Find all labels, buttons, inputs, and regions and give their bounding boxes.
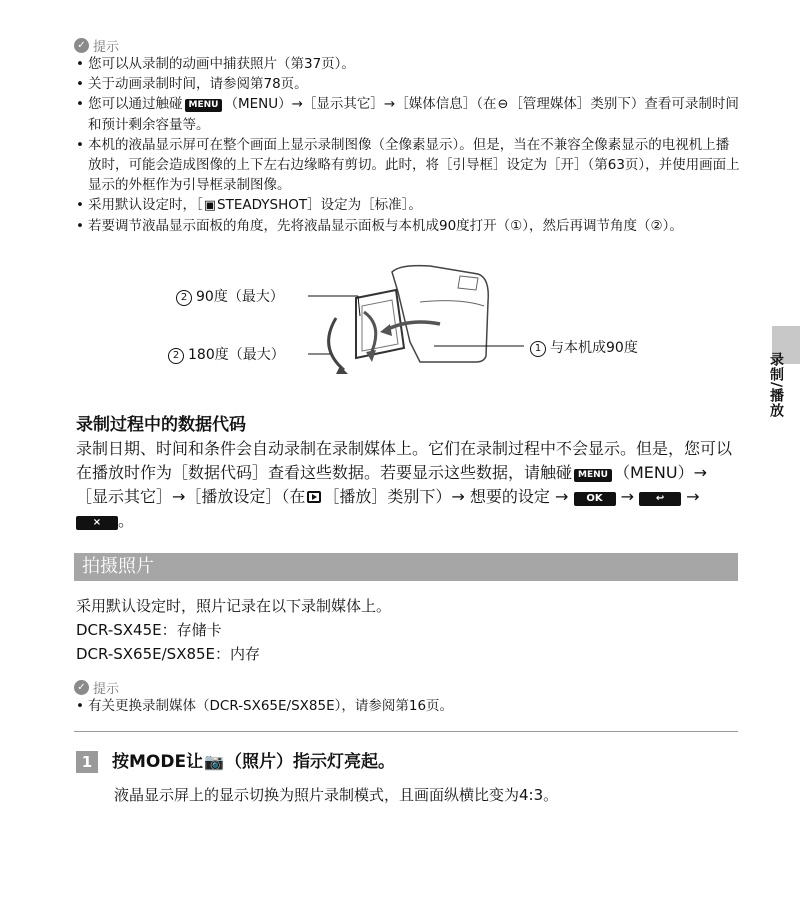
step-title-text: 按MODE让 bbox=[112, 752, 204, 772]
bullet-text: 您可以通过触碰 bbox=[88, 96, 183, 112]
circled-number: 1 bbox=[530, 341, 546, 357]
label-text: 与本机成90度 bbox=[550, 340, 638, 356]
side-section-label: 录制/播放 bbox=[768, 352, 784, 419]
camcorder-diagram bbox=[300, 262, 540, 386]
label-90-degree bbox=[176, 286, 284, 306]
label-180-degree bbox=[168, 344, 285, 364]
bullet-text: 采用默认设定时，［ bbox=[88, 197, 203, 213]
body-text: 。 bbox=[118, 511, 135, 530]
hint-title: 提示 bbox=[93, 40, 120, 55]
photo-section-header: 拍摄照片 bbox=[74, 553, 738, 581]
step-number: 1 bbox=[76, 751, 98, 773]
photo-line: 采用默认设定时，照片记录在以下录制媒体上。 bbox=[76, 597, 392, 615]
hint-bullets bbox=[74, 54, 742, 236]
hint-heading bbox=[74, 678, 119, 697]
ok-button-icon: OK bbox=[574, 492, 616, 506]
circled-number: 2 bbox=[168, 348, 184, 364]
label-open-90 bbox=[530, 337, 638, 357]
hint-bullets bbox=[74, 696, 742, 716]
circled-number: 2 bbox=[176, 290, 192, 306]
datacode-paragraph: 录制日期、时间和条件会自动录制在录制媒体上。它们在录制过程中不会显示。但是，您可以在播放时作为［数据代码］查看这些数据。若要显示这些数据，请触碰 MENU （MENU）→［显示其它］→［播放设定］（在 ［播放］类别下）→ 想要的设定 → OK → ↩ → × 。 bbox=[76, 439, 733, 530]
bullet-item: • 您可以从录制的动画中捕获照片（第37页）。 bbox=[74, 54, 742, 74]
play-icon bbox=[307, 491, 321, 503]
photo-line: DCR-SX65E/SX85E：内存 bbox=[76, 645, 261, 663]
body-text: ［播放］类别下）→ 想要的设定 → bbox=[323, 487, 569, 506]
media-manage-icon: ⊖ bbox=[497, 97, 509, 112]
step-title-text: （照片）指示灯亮起。 bbox=[225, 752, 396, 772]
hint-heading bbox=[74, 36, 119, 55]
bullet-item: • 有关更换录制媒体（DCR-SX65E/SX85E），请参阅第16页。 bbox=[74, 696, 742, 716]
photo-line: DCR-SX45E：存储卡 bbox=[76, 621, 222, 639]
bullet-item bbox=[74, 195, 742, 216]
datacode-heading: 录制过程中的数据代码 bbox=[76, 415, 246, 435]
hint-icon: ✓ bbox=[74, 38, 89, 53]
hint-icon: ✓ bbox=[74, 680, 89, 695]
bullet-item: • 本机的液晶显示屏可在整个画面上显示录制图像（全像素显示）。但是，当在不兼容全像素显示的电视机上播放时，可能会造成图像的上下左右边缘略有剪切。此时，将［引导框］设定为［开］（第63页），并使用画面上显示的外框作为引导框录制图像。 bbox=[74, 135, 742, 195]
photo-body bbox=[76, 594, 391, 666]
steadyshot-icon: ▣ bbox=[203, 198, 217, 213]
hint-title: 提示 bbox=[93, 682, 120, 697]
rotate-arrow-left bbox=[329, 318, 344, 370]
bullet-item: • 若要调节液晶显示面板的角度，先将液晶显示面板与本机成90度打开（①），然后再调节角度（②）。 bbox=[74, 216, 742, 236]
label-text: 90度（最大） bbox=[196, 289, 284, 305]
step-description: 液晶显示屏上的显示切换为照片录制模式，且画面纵横比变为4:3。 bbox=[114, 786, 559, 804]
close-button-icon: × bbox=[76, 516, 118, 530]
divider bbox=[74, 731, 738, 732]
back-button-icon: ↩ bbox=[639, 492, 681, 506]
bullet-text: ［管理媒体］类别下）查看可录制时间和预计剩余容量等。 bbox=[88, 96, 739, 133]
bullet-text: （MENU）→［显示其它］→［媒体信息］（在 bbox=[224, 96, 497, 112]
bullet-item bbox=[74, 94, 742, 135]
body-text: （MENU）→［显示其它］→［播放设定］（在 bbox=[76, 463, 707, 506]
camera-icon: 📷 bbox=[204, 752, 225, 771]
camera-body-shape bbox=[392, 266, 488, 362]
bullet-text: STEADYSHOT］设定为［标准］。 bbox=[217, 197, 422, 213]
label-text: 180度（最大） bbox=[188, 347, 285, 363]
datacode-body bbox=[76, 437, 736, 533]
body-text: 录制日期、时间和条件会自动录制在录制媒体上。它们在录制过程中不会显示。但是，您可以在播放时作为［数据代码］查看这些数据。若要显示这些数据，请触碰 bbox=[76, 439, 733, 482]
bullet-item: • 关于动画录制时间，请参阅第78页。 bbox=[74, 74, 742, 94]
step-title bbox=[112, 751, 395, 773]
menu-button-icon: MENU bbox=[185, 99, 223, 112]
menu-button-icon: MENU bbox=[574, 469, 612, 482]
